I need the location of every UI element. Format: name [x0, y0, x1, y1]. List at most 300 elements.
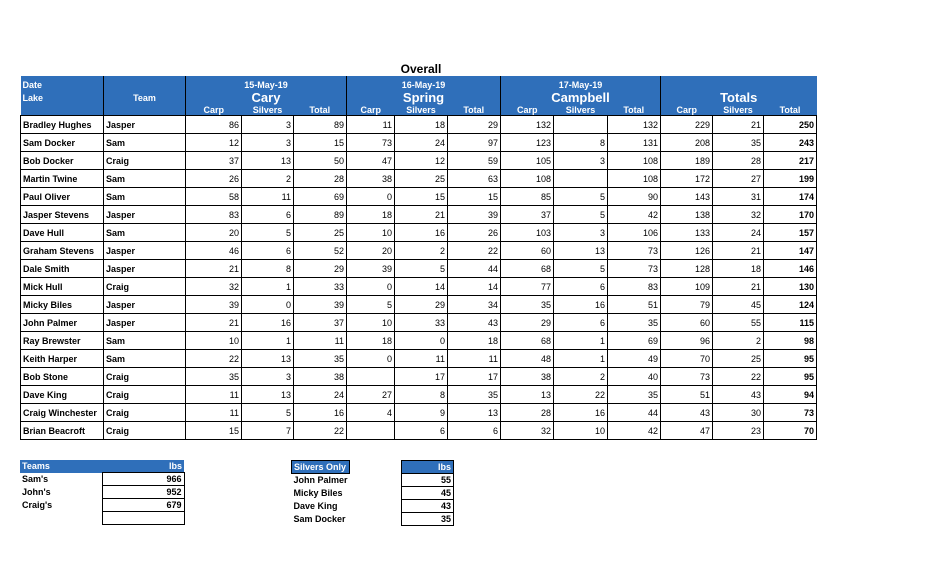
- silvers-value: 15: [395, 188, 448, 206]
- team-total-row: [20, 473, 184, 486]
- silvers-value: 6: [242, 242, 294, 260]
- silvers-value: 21: [395, 206, 448, 224]
- carp-value: 46: [186, 242, 242, 260]
- table-row: [21, 134, 817, 152]
- silvers-value: 2: [554, 368, 608, 386]
- total-value: 29: [448, 116, 501, 134]
- sub-total: Total: [448, 105, 501, 116]
- overall-carp-value: 208: [661, 134, 713, 152]
- carp-value: 10: [347, 314, 395, 332]
- carp-value: 38: [347, 170, 395, 188]
- silvers-name: Sam Docker: [293, 514, 346, 524]
- carp-value: [347, 368, 395, 386]
- overall-total-value: 170: [764, 206, 817, 224]
- total-value: 6: [448, 422, 501, 440]
- total-value: 73: [608, 260, 661, 278]
- silvers-value: 8: [395, 386, 448, 404]
- carp-value: 32: [186, 278, 242, 296]
- overall-total-value: 250: [764, 116, 817, 134]
- carp-value: 38: [501, 368, 554, 386]
- carp-value: 48: [501, 350, 554, 368]
- carp-value: 60: [501, 242, 554, 260]
- overall-total-value: 124: [764, 296, 817, 314]
- header-row-venues: [21, 90, 817, 105]
- carp-value: 0: [347, 278, 395, 296]
- team-total-name: Craig's: [22, 500, 53, 510]
- lake-label: Lake: [21, 90, 104, 105]
- overall-carp-value: 133: [661, 224, 713, 242]
- overall-total-value: 146: [764, 260, 817, 278]
- total-value: 11: [448, 350, 501, 368]
- overall-silvers-value: 55: [713, 314, 764, 332]
- table-row: [21, 206, 817, 224]
- carp-value: 77: [501, 278, 554, 296]
- total-value: 29: [294, 260, 347, 278]
- totals-label: Totals: [661, 90, 817, 105]
- angler-name: Bob Docker: [21, 152, 104, 170]
- carp-value: 21: [186, 314, 242, 332]
- overall-carp-value: 128: [661, 260, 713, 278]
- carp-value: 68: [501, 260, 554, 278]
- overall-total-value: 243: [764, 134, 817, 152]
- teams-unit: lbs: [102, 460, 184, 473]
- overall-silvers-value: 31: [713, 188, 764, 206]
- total-value: 89: [294, 116, 347, 134]
- silvers-lbs: 45: [402, 487, 454, 500]
- carp-value: 15: [186, 422, 242, 440]
- team-name: Sam: [104, 332, 186, 350]
- overall-silvers-value: 2: [713, 332, 764, 350]
- sub-silvers: Silvers: [554, 105, 608, 116]
- overall-total-value: 157: [764, 224, 817, 242]
- angler-name: Micky Biles: [21, 296, 104, 314]
- silvers-value: 3: [242, 134, 294, 152]
- sub-carp: Carp: [501, 105, 554, 116]
- overall-silvers-value: 21: [713, 242, 764, 260]
- angler-name: Graham Stevens: [21, 242, 104, 260]
- carp-value: 32: [501, 422, 554, 440]
- overall-carp-value: 138: [661, 206, 713, 224]
- total-value: 38: [294, 368, 347, 386]
- silvers-value: 6: [242, 206, 294, 224]
- team-name: Jasper: [104, 116, 186, 134]
- angler-name: Bradley Hughes: [21, 116, 104, 134]
- team-name: Jasper: [104, 242, 186, 260]
- total-value: 39: [294, 296, 347, 314]
- silvers-name: Dave King: [293, 501, 338, 511]
- team-name: Jasper: [104, 206, 186, 224]
- silvers-value: 3: [554, 152, 608, 170]
- carp-value: 58: [186, 188, 242, 206]
- team-name: Craig: [104, 368, 186, 386]
- event-venue: Campbell: [501, 90, 661, 105]
- silvers-name: Micky Biles: [293, 488, 343, 498]
- carp-value: 11: [186, 386, 242, 404]
- silvers-value: 3: [554, 224, 608, 242]
- total-value: 90: [608, 188, 661, 206]
- silvers-value: 3: [242, 368, 294, 386]
- angler-name: Craig Winchester: [21, 404, 104, 422]
- silvers-value: 13: [242, 386, 294, 404]
- table-row: [21, 116, 817, 134]
- table-row: [21, 404, 817, 422]
- team-name: Sam: [104, 134, 186, 152]
- overall-total-value: 70: [764, 422, 817, 440]
- total-value: 17: [448, 368, 501, 386]
- overall-carp-value: 70: [661, 350, 713, 368]
- teams-table: [20, 460, 185, 525]
- total-value: 37: [294, 314, 347, 332]
- overall-carp-value: 60: [661, 314, 713, 332]
- event-date: 16-May-19: [347, 76, 501, 90]
- carp-value: 73: [347, 134, 395, 152]
- overall-total-value: 130: [764, 278, 817, 296]
- carp-value: 37: [501, 206, 554, 224]
- silvers-value: 10: [554, 422, 608, 440]
- angler-name: Bob Stone: [21, 368, 104, 386]
- silvers-name: John Palmer: [293, 475, 348, 486]
- total-value: 16: [294, 404, 347, 422]
- overall-silvers-value: 28: [713, 152, 764, 170]
- team-name: Sam: [104, 224, 186, 242]
- total-value: 13: [448, 404, 501, 422]
- team-total-lbs: 966: [102, 473, 184, 486]
- angler-name: Jasper Stevens: [21, 206, 104, 224]
- silvers-value: 5: [395, 260, 448, 278]
- carp-value: 22: [186, 350, 242, 368]
- total-value: 18: [448, 332, 501, 350]
- overall-silvers-value: 22: [713, 368, 764, 386]
- overall-silvers-value: 18: [713, 260, 764, 278]
- overall-carp-value: 126: [661, 242, 713, 260]
- total-value: 69: [608, 332, 661, 350]
- silvers-value: 5: [554, 206, 608, 224]
- event-date: 15-May-19: [186, 76, 347, 90]
- table-row: [21, 296, 817, 314]
- total-value: 25: [294, 224, 347, 242]
- carp-value: 0: [347, 188, 395, 206]
- table-row: [21, 170, 817, 188]
- silvers-value: 16: [554, 404, 608, 422]
- overall-total-value: 95: [764, 350, 817, 368]
- sheet-title: Overall: [400, 62, 442, 76]
- total-value: 73: [608, 242, 661, 260]
- angler-name: Mick Hull: [21, 278, 104, 296]
- silvers-header: Silvers Only: [292, 461, 350, 474]
- overall-silvers-value: 45: [713, 296, 764, 314]
- sub-carp: Carp: [661, 105, 713, 116]
- overall-total-value: 95: [764, 368, 817, 386]
- total-value: 35: [608, 386, 661, 404]
- total-value: 33: [294, 278, 347, 296]
- table-row: [21, 332, 817, 350]
- silvers-value: 13: [554, 242, 608, 260]
- team-total-lbs: 679: [102, 499, 184, 512]
- overall-total-value: 73: [764, 404, 817, 422]
- total-value: 51: [608, 296, 661, 314]
- overall-silvers-value: 43: [713, 386, 764, 404]
- total-value: 24: [294, 386, 347, 404]
- overall-silvers-value: 32: [713, 206, 764, 224]
- silvers-row: [292, 513, 454, 526]
- angler-name: Ray Brewster: [21, 332, 104, 350]
- total-value: 63: [448, 170, 501, 188]
- angler-name: Paul Oliver: [21, 188, 104, 206]
- team-label: Team: [104, 90, 186, 105]
- overall-carp-value: 96: [661, 332, 713, 350]
- total-value: 108: [608, 152, 661, 170]
- overall-silvers-value: 35: [713, 134, 764, 152]
- overall-carp-value: 51: [661, 386, 713, 404]
- silvers-value: 33: [395, 314, 448, 332]
- table-row: [21, 242, 817, 260]
- total-value: 50: [294, 152, 347, 170]
- overall-silvers-value: 30: [713, 404, 764, 422]
- sub-silvers: Silvers: [713, 105, 764, 116]
- overall-carp-value: 229: [661, 116, 713, 134]
- angler-name: Sam Docker: [21, 134, 104, 152]
- sub-silvers: Silvers: [242, 105, 294, 116]
- total-value: 26: [448, 224, 501, 242]
- team-name: Craig: [104, 152, 186, 170]
- silvers-value: 14: [395, 278, 448, 296]
- team-total-row: [20, 486, 184, 499]
- silvers-value: 1: [242, 278, 294, 296]
- overall-total-value: 115: [764, 314, 817, 332]
- sub-carp: Carp: [347, 105, 395, 116]
- angler-name: Dale Smith: [21, 260, 104, 278]
- carp-value: 4: [347, 404, 395, 422]
- total-value: 108: [608, 170, 661, 188]
- carp-value: 35: [186, 368, 242, 386]
- header-row-dates: [21, 76, 817, 90]
- carp-value: 20: [347, 242, 395, 260]
- silvers-row: [292, 500, 454, 513]
- carp-value: [347, 422, 395, 440]
- total-value: 42: [608, 206, 661, 224]
- table-row: [21, 224, 817, 242]
- total-value: 89: [294, 206, 347, 224]
- total-value: 22: [448, 242, 501, 260]
- total-value: 132: [608, 116, 661, 134]
- carp-value: 26: [186, 170, 242, 188]
- silvers-value: 1: [242, 332, 294, 350]
- carp-value: 123: [501, 134, 554, 152]
- carp-value: 35: [501, 296, 554, 314]
- total-value: 15: [294, 134, 347, 152]
- overall-silvers-value: 27: [713, 170, 764, 188]
- silvers-value: 9: [395, 404, 448, 422]
- table-row: [21, 368, 817, 386]
- table-row: [21, 386, 817, 404]
- angler-name: John Palmer: [21, 314, 104, 332]
- silvers-value: 0: [242, 296, 294, 314]
- team-name: Sam: [104, 188, 186, 206]
- carp-value: 13: [501, 386, 554, 404]
- date-label: Date: [21, 76, 104, 90]
- angler-name: Keith Harper: [21, 350, 104, 368]
- silvers-value: 11: [242, 188, 294, 206]
- silvers-value: 6: [395, 422, 448, 440]
- silvers-value: 16: [554, 296, 608, 314]
- carp-value: 11: [347, 116, 395, 134]
- total-value: 42: [608, 422, 661, 440]
- total-value: 131: [608, 134, 661, 152]
- results-table: [20, 76, 817, 440]
- team-name: Craig: [104, 404, 186, 422]
- total-value: 14: [448, 278, 501, 296]
- total-value: 15: [448, 188, 501, 206]
- overall-silvers-value: 24: [713, 224, 764, 242]
- overall-silvers-value: 21: [713, 278, 764, 296]
- total-value: 52: [294, 242, 347, 260]
- carp-value: 37: [186, 152, 242, 170]
- total-value: 35: [294, 350, 347, 368]
- total-value: 44: [448, 260, 501, 278]
- silvers-value: 17: [395, 368, 448, 386]
- team-total-name: John's: [22, 487, 51, 497]
- angler-name: Dave King: [21, 386, 104, 404]
- silvers-value: 6: [554, 314, 608, 332]
- overall-total-value: 174: [764, 188, 817, 206]
- overall-carp-value: 43: [661, 404, 713, 422]
- silvers-unit: lbs: [402, 461, 454, 474]
- silvers-value: 11: [395, 350, 448, 368]
- team-total-lbs: 952: [102, 486, 184, 499]
- overall-total-value: 147: [764, 242, 817, 260]
- silvers-value: 18: [395, 116, 448, 134]
- silvers-value: 7: [242, 422, 294, 440]
- total-value: 34: [448, 296, 501, 314]
- carp-value: 21: [186, 260, 242, 278]
- overall-carp-value: 47: [661, 422, 713, 440]
- silvers-value: 13: [242, 152, 294, 170]
- team-name: Craig: [104, 278, 186, 296]
- teams-header: Teams: [20, 460, 102, 473]
- event-date: 17-May-19: [501, 76, 661, 90]
- silvers-value: 13: [242, 350, 294, 368]
- carp-value: 10: [186, 332, 242, 350]
- total-value: 11: [294, 332, 347, 350]
- sub-total: Total: [294, 105, 347, 116]
- silvers-value: 29: [395, 296, 448, 314]
- table-row: [21, 152, 817, 170]
- sub-total: Total: [608, 105, 661, 116]
- team-name: Jasper: [104, 296, 186, 314]
- carp-value: 103: [501, 224, 554, 242]
- total-value: 69: [294, 188, 347, 206]
- overall-total-value: 217: [764, 152, 817, 170]
- carp-value: 39: [186, 296, 242, 314]
- silvers-lbs: 43: [402, 500, 454, 513]
- overall-carp-value: 143: [661, 188, 713, 206]
- overall-total-value: 98: [764, 332, 817, 350]
- silvers-table: [291, 460, 454, 526]
- team-total-name: Sam's: [22, 474, 49, 484]
- overall-silvers-value: 25: [713, 350, 764, 368]
- total-value: 35: [448, 386, 501, 404]
- team-name: Sam: [104, 350, 186, 368]
- silvers-value: 16: [242, 314, 294, 332]
- silvers-value: 5: [554, 260, 608, 278]
- header-row-sub: [21, 105, 817, 116]
- carp-value: 11: [186, 404, 242, 422]
- silvers-value: 1: [554, 332, 608, 350]
- event-venue: Spring: [347, 90, 501, 105]
- team-name: Sam: [104, 170, 186, 188]
- angler-name: Martin Twine: [21, 170, 104, 188]
- carp-value: 18: [347, 332, 395, 350]
- total-value: 83: [608, 278, 661, 296]
- team-total-lbs: [102, 512, 184, 525]
- silvers-value: 25: [395, 170, 448, 188]
- overall-carp-value: 189: [661, 152, 713, 170]
- total-value: 97: [448, 134, 501, 152]
- team-name: Jasper: [104, 314, 186, 332]
- silvers-value: 3: [242, 116, 294, 134]
- carp-value: 10: [347, 224, 395, 242]
- total-value: 40: [608, 368, 661, 386]
- total-value: 35: [608, 314, 661, 332]
- carp-value: 0: [347, 350, 395, 368]
- total-value: 28: [294, 170, 347, 188]
- team-total-name: [20, 512, 102, 525]
- silvers-value: [554, 170, 608, 188]
- silvers-value: 12: [395, 152, 448, 170]
- carp-value: 83: [186, 206, 242, 224]
- total-value: 44: [608, 404, 661, 422]
- overall-carp-value: 79: [661, 296, 713, 314]
- silvers-value: 5: [554, 188, 608, 206]
- sub-total: Total: [764, 105, 817, 116]
- silvers-lbs: 55: [402, 474, 454, 487]
- silvers-value: [554, 116, 608, 134]
- total-value: 49: [608, 350, 661, 368]
- carp-value: 105: [501, 152, 554, 170]
- sub-carp: Carp: [186, 105, 242, 116]
- overall-carp-value: 172: [661, 170, 713, 188]
- silvers-lbs: 35: [402, 513, 454, 526]
- overall-carp-value: 109: [661, 278, 713, 296]
- table-row: [21, 260, 817, 278]
- silvers-value: 0: [395, 332, 448, 350]
- total-value: 106: [608, 224, 661, 242]
- table-row: [21, 422, 817, 440]
- silvers-row: [292, 474, 454, 487]
- silvers-value: 2: [242, 170, 294, 188]
- carp-value: 39: [347, 260, 395, 278]
- silvers-row: [292, 487, 454, 500]
- carp-value: 86: [186, 116, 242, 134]
- silvers-value: 8: [242, 260, 294, 278]
- overall-total-value: 199: [764, 170, 817, 188]
- carp-value: 18: [347, 206, 395, 224]
- carp-value: 68: [501, 332, 554, 350]
- table-row: [21, 350, 817, 368]
- silvers-value: 5: [242, 404, 294, 422]
- carp-value: 47: [347, 152, 395, 170]
- silvers-value: 6: [554, 278, 608, 296]
- team-total-row: [20, 512, 184, 525]
- total-value: 39: [448, 206, 501, 224]
- team-name: Craig: [104, 386, 186, 404]
- team-total-row: [20, 499, 184, 512]
- silvers-value: 8: [554, 134, 608, 152]
- silvers-value: 22: [554, 386, 608, 404]
- carp-value: 108: [501, 170, 554, 188]
- angler-name: Dave Hull: [21, 224, 104, 242]
- carp-value: 27: [347, 386, 395, 404]
